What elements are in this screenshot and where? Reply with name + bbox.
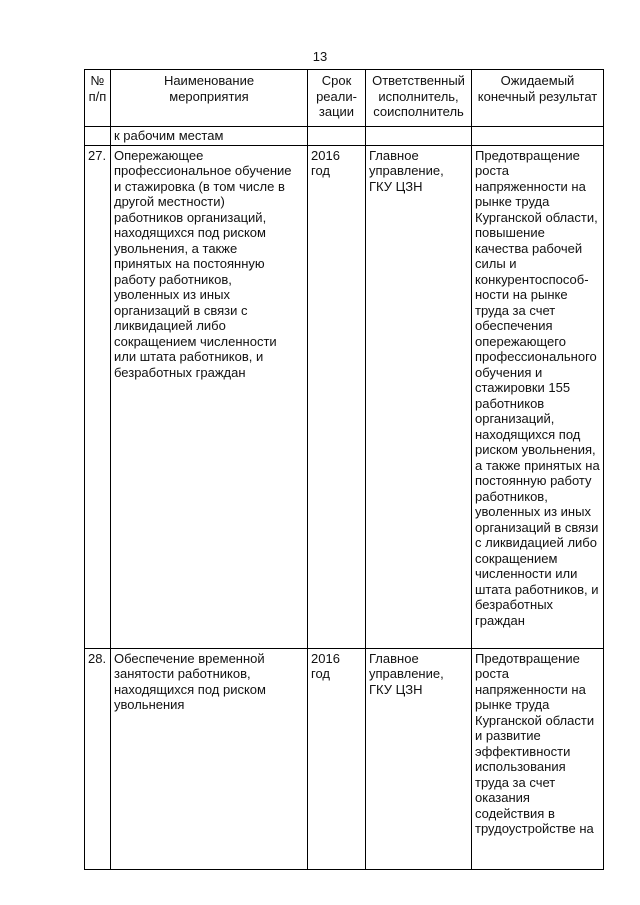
cell-result: Предотвращение роста напряженности на рынке труда Курганской области, повышение качества рабочей силы и конкурентоспособ- ности на рынке труда за счет обеспечения опережающего профессионального обучения и стажировки 155 работников организаций, находящихся под риском увольнения, а также принятых на постоянную работу работников, уволенных из иных организаций в связи с ликвидацией либо сокращением численности или штата работников, и безработных граждан	[472, 145, 604, 648]
cell-result: Предотвращение роста напряженности на рынке труда Курганской области и развитие эффективности использования труда за счет оказания содействия в трудоустройстве на	[472, 648, 604, 869]
header-name: Наименование мероприятия	[111, 70, 308, 127]
cell-term	[308, 127, 366, 146]
cell-name: к рабочим местам	[111, 127, 308, 146]
cell-term: 2016 год	[308, 648, 366, 869]
table-header-row	[85, 70, 604, 127]
table-row-continuation	[85, 127, 604, 146]
cell-responsible: Главное управление, ГКУ ЦЗН	[366, 145, 472, 648]
cell-result	[472, 127, 604, 146]
header-term: Срок реали- зации	[308, 70, 366, 127]
cell-name: Опережающее профессиональное обучение и стажировка (в том числе в другой местности) работников организаций, находящихся под риском увольнения, а также принятых на постоянную работу работников, уволенных из иных организаций в связи с ликвидацией либо сокращением численности или штата работников, и безработных граждан	[111, 145, 308, 648]
cell-num: 27.	[85, 145, 111, 648]
cell-responsible	[366, 127, 472, 146]
measures-table	[84, 69, 604, 870]
cell-num: 28.	[85, 648, 111, 869]
table-row	[85, 648, 604, 869]
cell-num	[85, 127, 111, 146]
table-row	[85, 145, 604, 648]
header-responsible: Ответственный исполнитель, соисполнитель	[366, 70, 472, 127]
page-number: 13	[312, 49, 328, 64]
cell-name: Обеспечение временной занятости работников, находящихся под риском увольнения	[111, 648, 308, 869]
header-num: № п/п	[85, 70, 111, 127]
cell-term: 2016 год	[308, 145, 366, 648]
cell-responsible: Главное управление, ГКУ ЦЗН	[366, 648, 472, 869]
header-result: Ожидаемый конечный результат	[472, 70, 604, 127]
